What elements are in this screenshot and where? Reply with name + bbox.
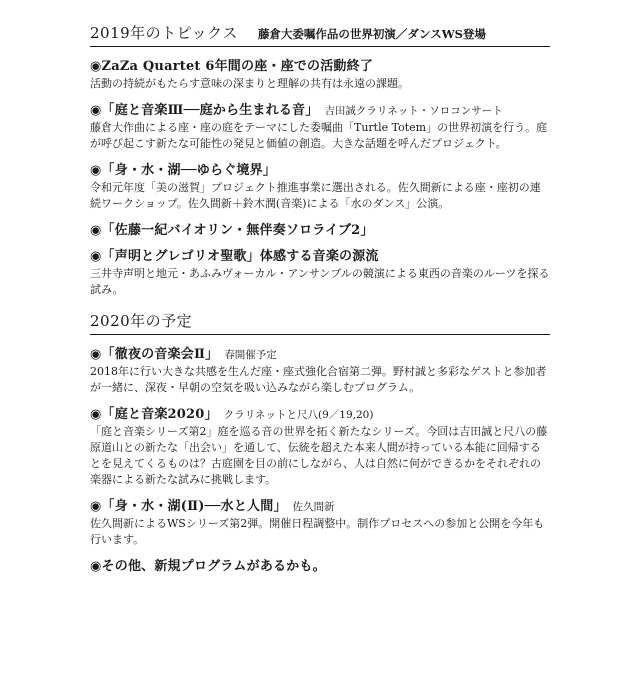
topic-title: ◉「声明とグレゴリオ聖歌」体感する音楽の源流 (90, 249, 379, 264)
topic-subtitle: 吉田誠クラリネット・ソロコンサート (324, 105, 503, 117)
topic-body: 「庭と音楽シリーズ第2」庭を巡る音の世界を拓く新たなシリーズ。今回は吉田誠と尺八の藤原道山との新たな「出会い」を通して、伝統を超えた本来人間が持っている本能に回帰するとを見えてくるものは？古庭園を目の前にしながら、人は自然に何ができるかをそれぞれの楽器による新たな試みに挑戦します。 (90, 425, 548, 486)
section-2019 (90, 22, 550, 298)
topic-title: ◉「身・水・湖──ゆらぐ境界」 (90, 163, 276, 178)
topic-other-programs (90, 555, 550, 574)
topic-subtitle: 佐久間新 (292, 501, 335, 513)
topic-body: 藤倉大作曲による座・座の庭をテーマにした委嘱曲「Turtle Totem」の世界初演を行う。庭が呼び起こす新たな可能性の発見と価値の創造。大きな話題を呼んだプロジェクト。 (90, 121, 548, 150)
topic-violin-solo-live (90, 219, 550, 238)
topic-body: 2018年に行い大きな共感を生んだ座・座式強化合宿第二弾。野村誠と多彩なゲストと参加者が一緒に、深夜・早朝の空気を吸い込みながら楽しむプログラム。 (90, 365, 547, 394)
topic-garden-music-3 (90, 99, 550, 152)
topic-subtitle: クラリネットと尺八(9／19,20) (223, 409, 374, 421)
topic-body-water-lake-2 (90, 495, 550, 548)
document-page (90, 22, 550, 581)
topic-title: ◉「徹夜の音楽会Ⅱ」 (90, 347, 219, 362)
section-title: 2020年の予定 (90, 312, 193, 330)
topic-all-night-concert-2 (90, 343, 550, 396)
topic-body: 佐久間新によるWSシリーズ第2弾。開催日程調整中。制作プロセスへの参加と公開を今年も行います。 (90, 517, 545, 546)
topic-zaza-quartet (90, 55, 550, 92)
section-header (90, 22, 550, 47)
topic-title: ◉ZaZa Quartet 6年間の座・座での活動終了 (90, 59, 373, 74)
topic-title: ◉「庭と音楽2020」 (90, 407, 218, 422)
topic-subtitle: 春開催予定 (224, 349, 277, 361)
section-title: 2019年のトピックス (90, 24, 238, 42)
topic-body: 令和元年度「美の滋賀」プロジェクト推進事業に選出される。佐久間新による座・座初の連続ワークショップ。佐久間新＋鈴木潤(音楽)による「水のダンス」公演。 (90, 181, 541, 210)
topic-body: 活動の持続がもたらす意味の深まりと理解の共有は永遠の課題。 (90, 77, 409, 90)
topic-body: 三井寺声明と地元・あふみヴォーカル・アンサンブルの競演による東西の音楽のルーツを探る試み。 (90, 267, 550, 296)
section-2020 (90, 310, 550, 574)
topic-title: ◉「佐藤一紀バイオリン・無伴奏ソロライブ2」 (90, 223, 374, 238)
section-header (90, 310, 550, 335)
topic-title: ◉その他、新規プログラムがあるかも。 (90, 559, 326, 574)
topic-body-water-lake (90, 159, 550, 212)
topic-shomyo-gregorian (90, 245, 550, 298)
section-subtitle: 藤倉大委嘱作品の世界初演／ダンスWS登場 (257, 27, 486, 41)
topic-title: ◉「身・水・湖(Ⅱ)──水と人間」 (90, 499, 287, 514)
topic-garden-music-2020 (90, 403, 550, 488)
topic-title: ◉「庭と音楽Ⅲ──庭から生まれる音」 (90, 103, 319, 118)
